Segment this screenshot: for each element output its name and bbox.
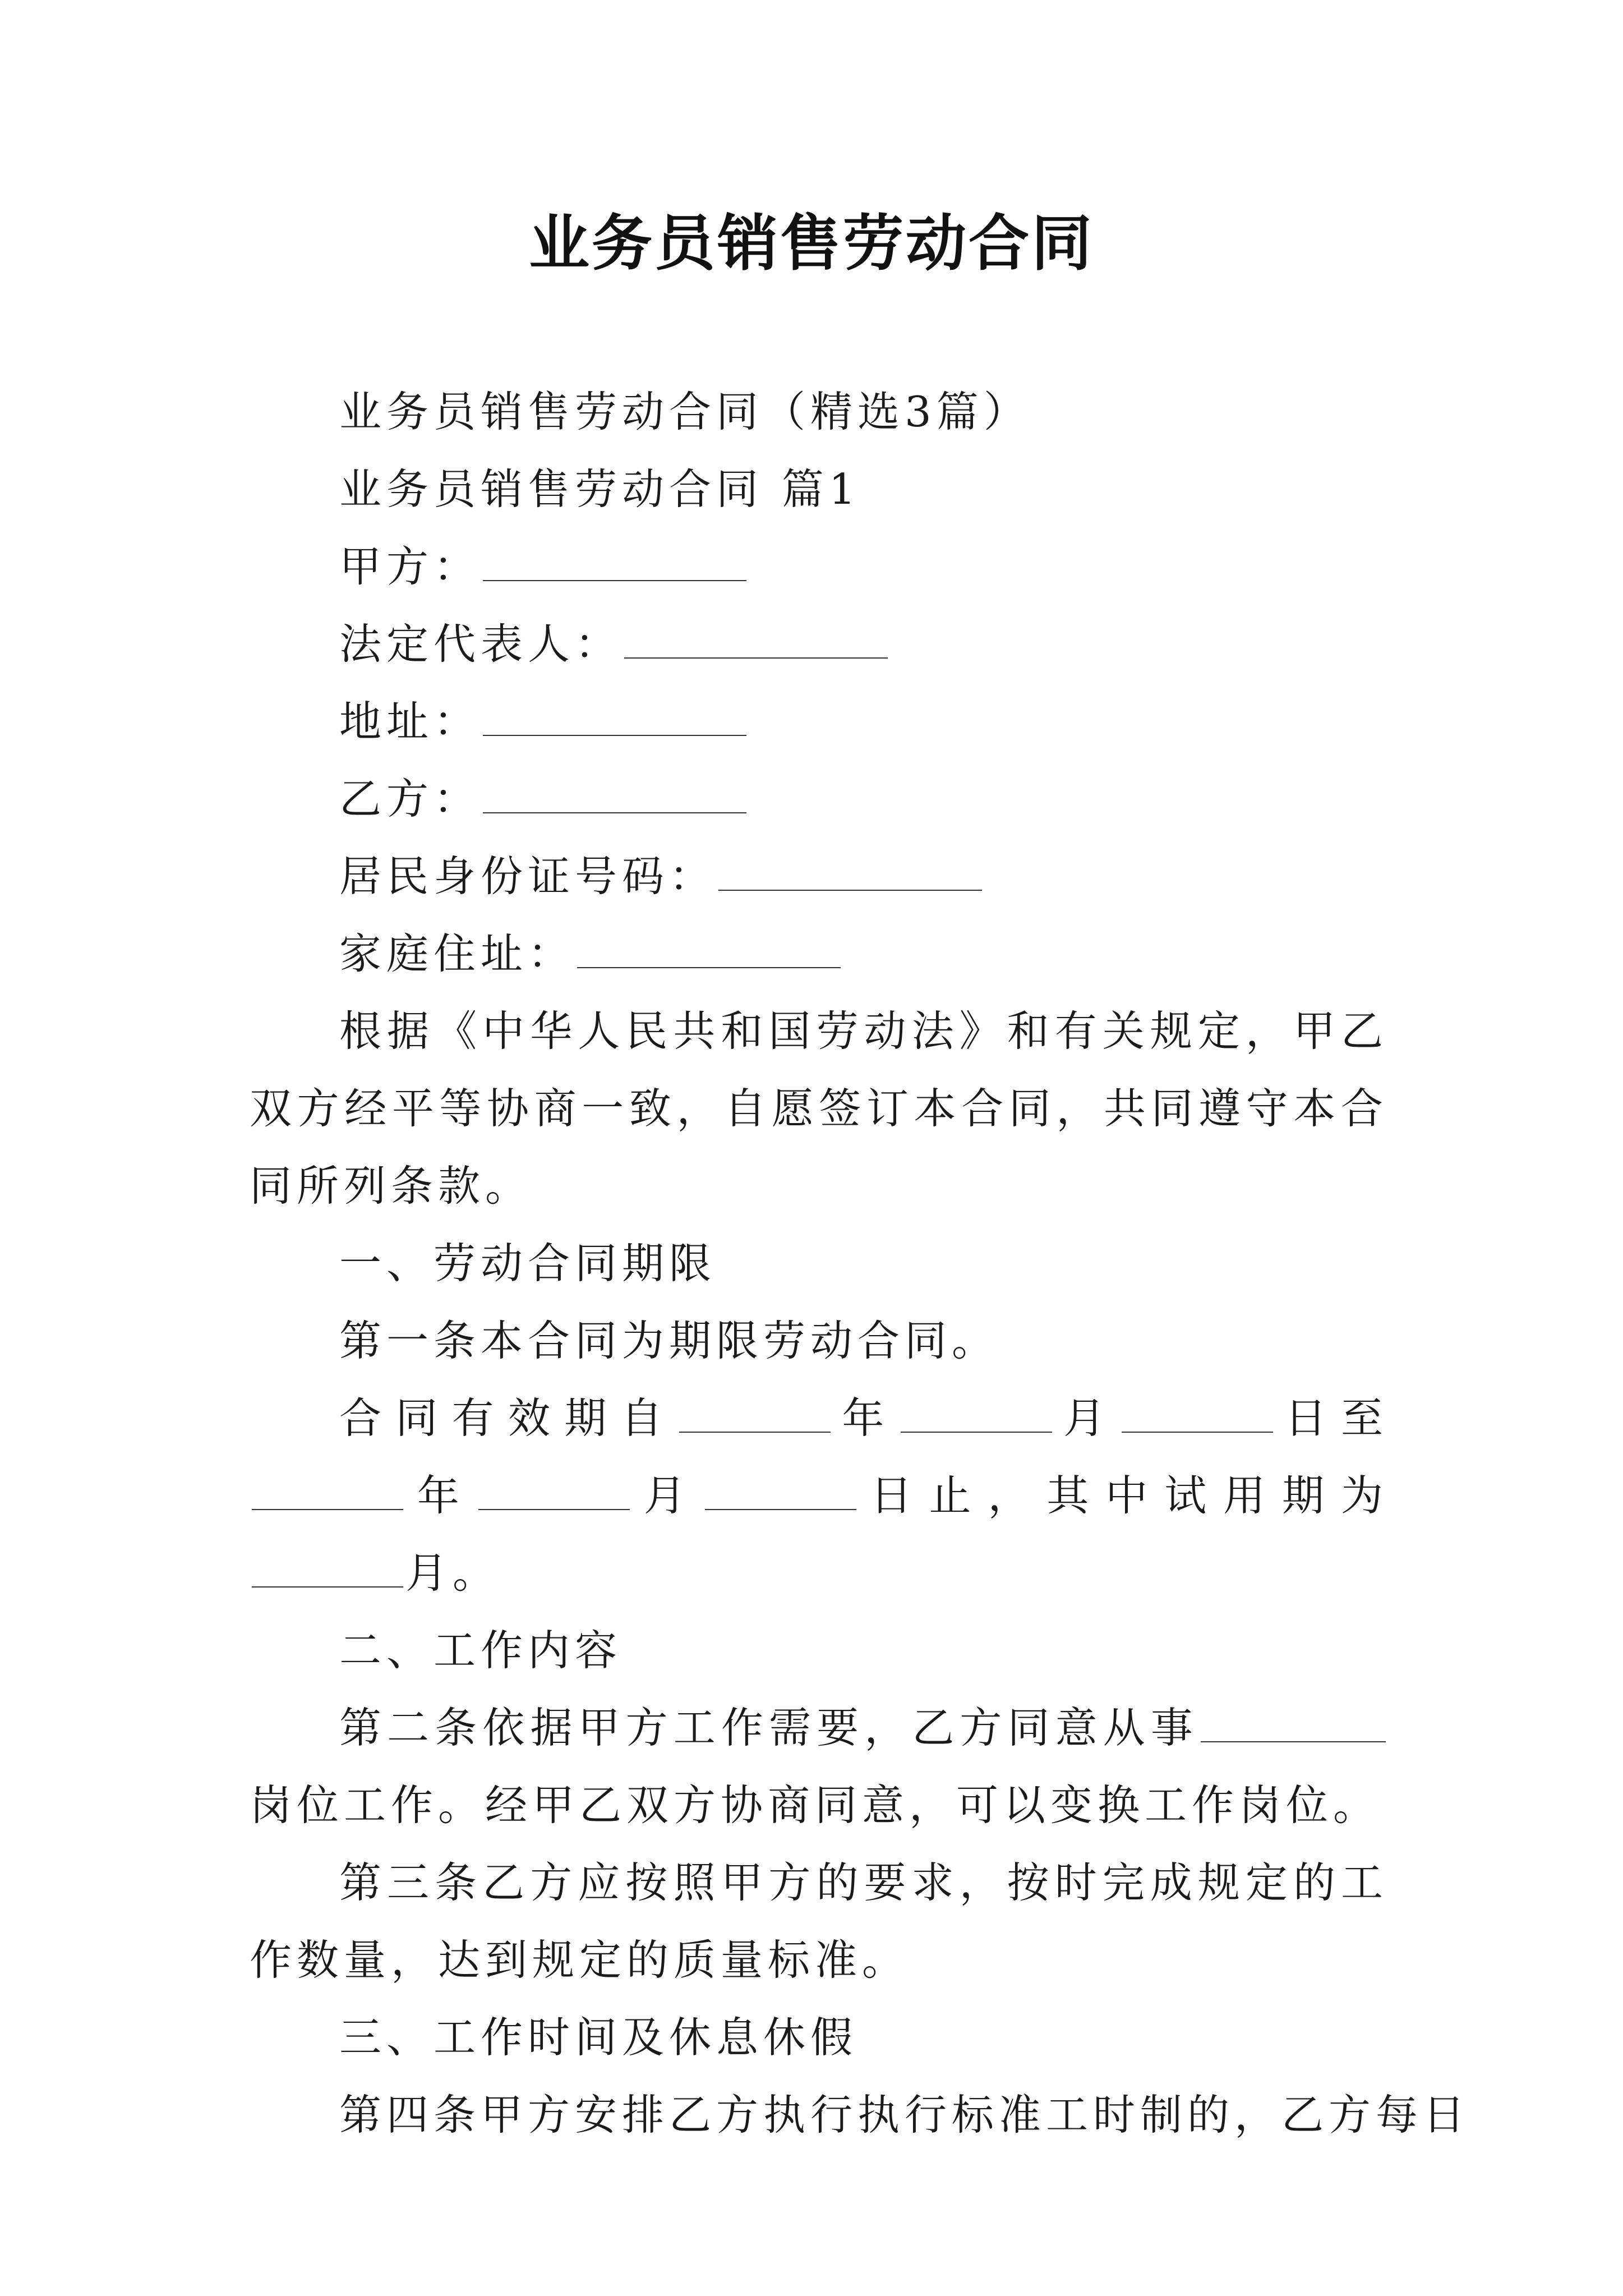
document-body <box>250 373 1470 2154</box>
subtitle: 业务员销售劳动合同（精选3篇） <box>339 387 1031 436</box>
heading-contract-term: 一、劳动合同期限 <box>339 1239 717 1288</box>
field-id-number <box>250 838 1388 915</box>
field-label: 居民身份证号码： <box>339 852 717 901</box>
fill-blank <box>483 546 746 581</box>
term-text: 年 <box>405 1471 476 1520</box>
fill-blank <box>1201 1708 1386 1742</box>
preamble-paragraph: 根据《中华人民共和国劳动法》和有关规定，甲乙双方经平等协商一致，自愿签订本合同，共同遵守本合同所列条款。 <box>250 1006 1388 1211</box>
field-party-b <box>250 760 1388 838</box>
article-2-text-after: 岗位工作。经甲乙双方协商同意，可以变换工作岗位。 <box>250 1780 1381 1830</box>
fill-blank <box>577 933 841 968</box>
term-text: 年 <box>832 1393 898 1443</box>
fill-blank <box>901 1398 1052 1433</box>
term-text: 日止，其中试用期为 <box>858 1471 1388 1520</box>
fill-blank <box>252 1553 403 1588</box>
field-label: 家庭住址： <box>339 929 575 978</box>
article-4: 第四条甲方安排乙方执行执行标准工时制的，乙方每日 <box>339 2090 1470 2139</box>
page-title: 业务员销售劳动合同 <box>528 209 1094 279</box>
field-home-address <box>250 915 1388 992</box>
fill-blank <box>252 1475 403 1510</box>
fill-blank <box>624 624 888 659</box>
fill-blank <box>705 1475 856 1510</box>
fill-blank <box>718 856 982 891</box>
fill-blank <box>1122 1398 1273 1433</box>
heading-work-content: 二、工作内容 <box>339 1626 623 1675</box>
field-label: 法定代表人： <box>339 619 623 669</box>
fill-blank <box>483 779 746 813</box>
field-address <box>250 683 1388 760</box>
field-label: 乙方： <box>339 774 481 823</box>
field-legal-representative <box>250 605 1388 683</box>
article-1: 第一条本合同为期限劳动合同。 <box>339 1316 999 1365</box>
term-text: 合同有效期自 <box>339 1393 677 1443</box>
fill-blank <box>478 1475 630 1510</box>
article-2-text-before: 第二条依据甲方工作需要，乙方同意从事 <box>339 1703 1198 1752</box>
article-3: 第三条乙方应按照甲方的要求，按时完成规定的工作数量，达到规定的质量标准。 <box>250 1858 1388 1985</box>
field-label: 地址： <box>339 697 481 746</box>
term-text: 月。 <box>405 1548 500 1598</box>
term-text: 月 <box>1054 1393 1120 1443</box>
heading-work-hours: 三、工作时间及休息休假 <box>339 2013 858 2062</box>
term-text: 月 <box>631 1471 703 1520</box>
fill-blank <box>679 1398 831 1433</box>
term-paragraph <box>250 1379 1388 1612</box>
field-party-a <box>250 528 1388 605</box>
fill-blank <box>483 701 746 736</box>
section-heading: 业务员销售劳动合同 篇1 <box>339 464 861 514</box>
field-label: 甲方： <box>339 542 481 591</box>
article-2 <box>250 1689 1388 1844</box>
term-text: 日至 <box>1275 1393 1388 1443</box>
